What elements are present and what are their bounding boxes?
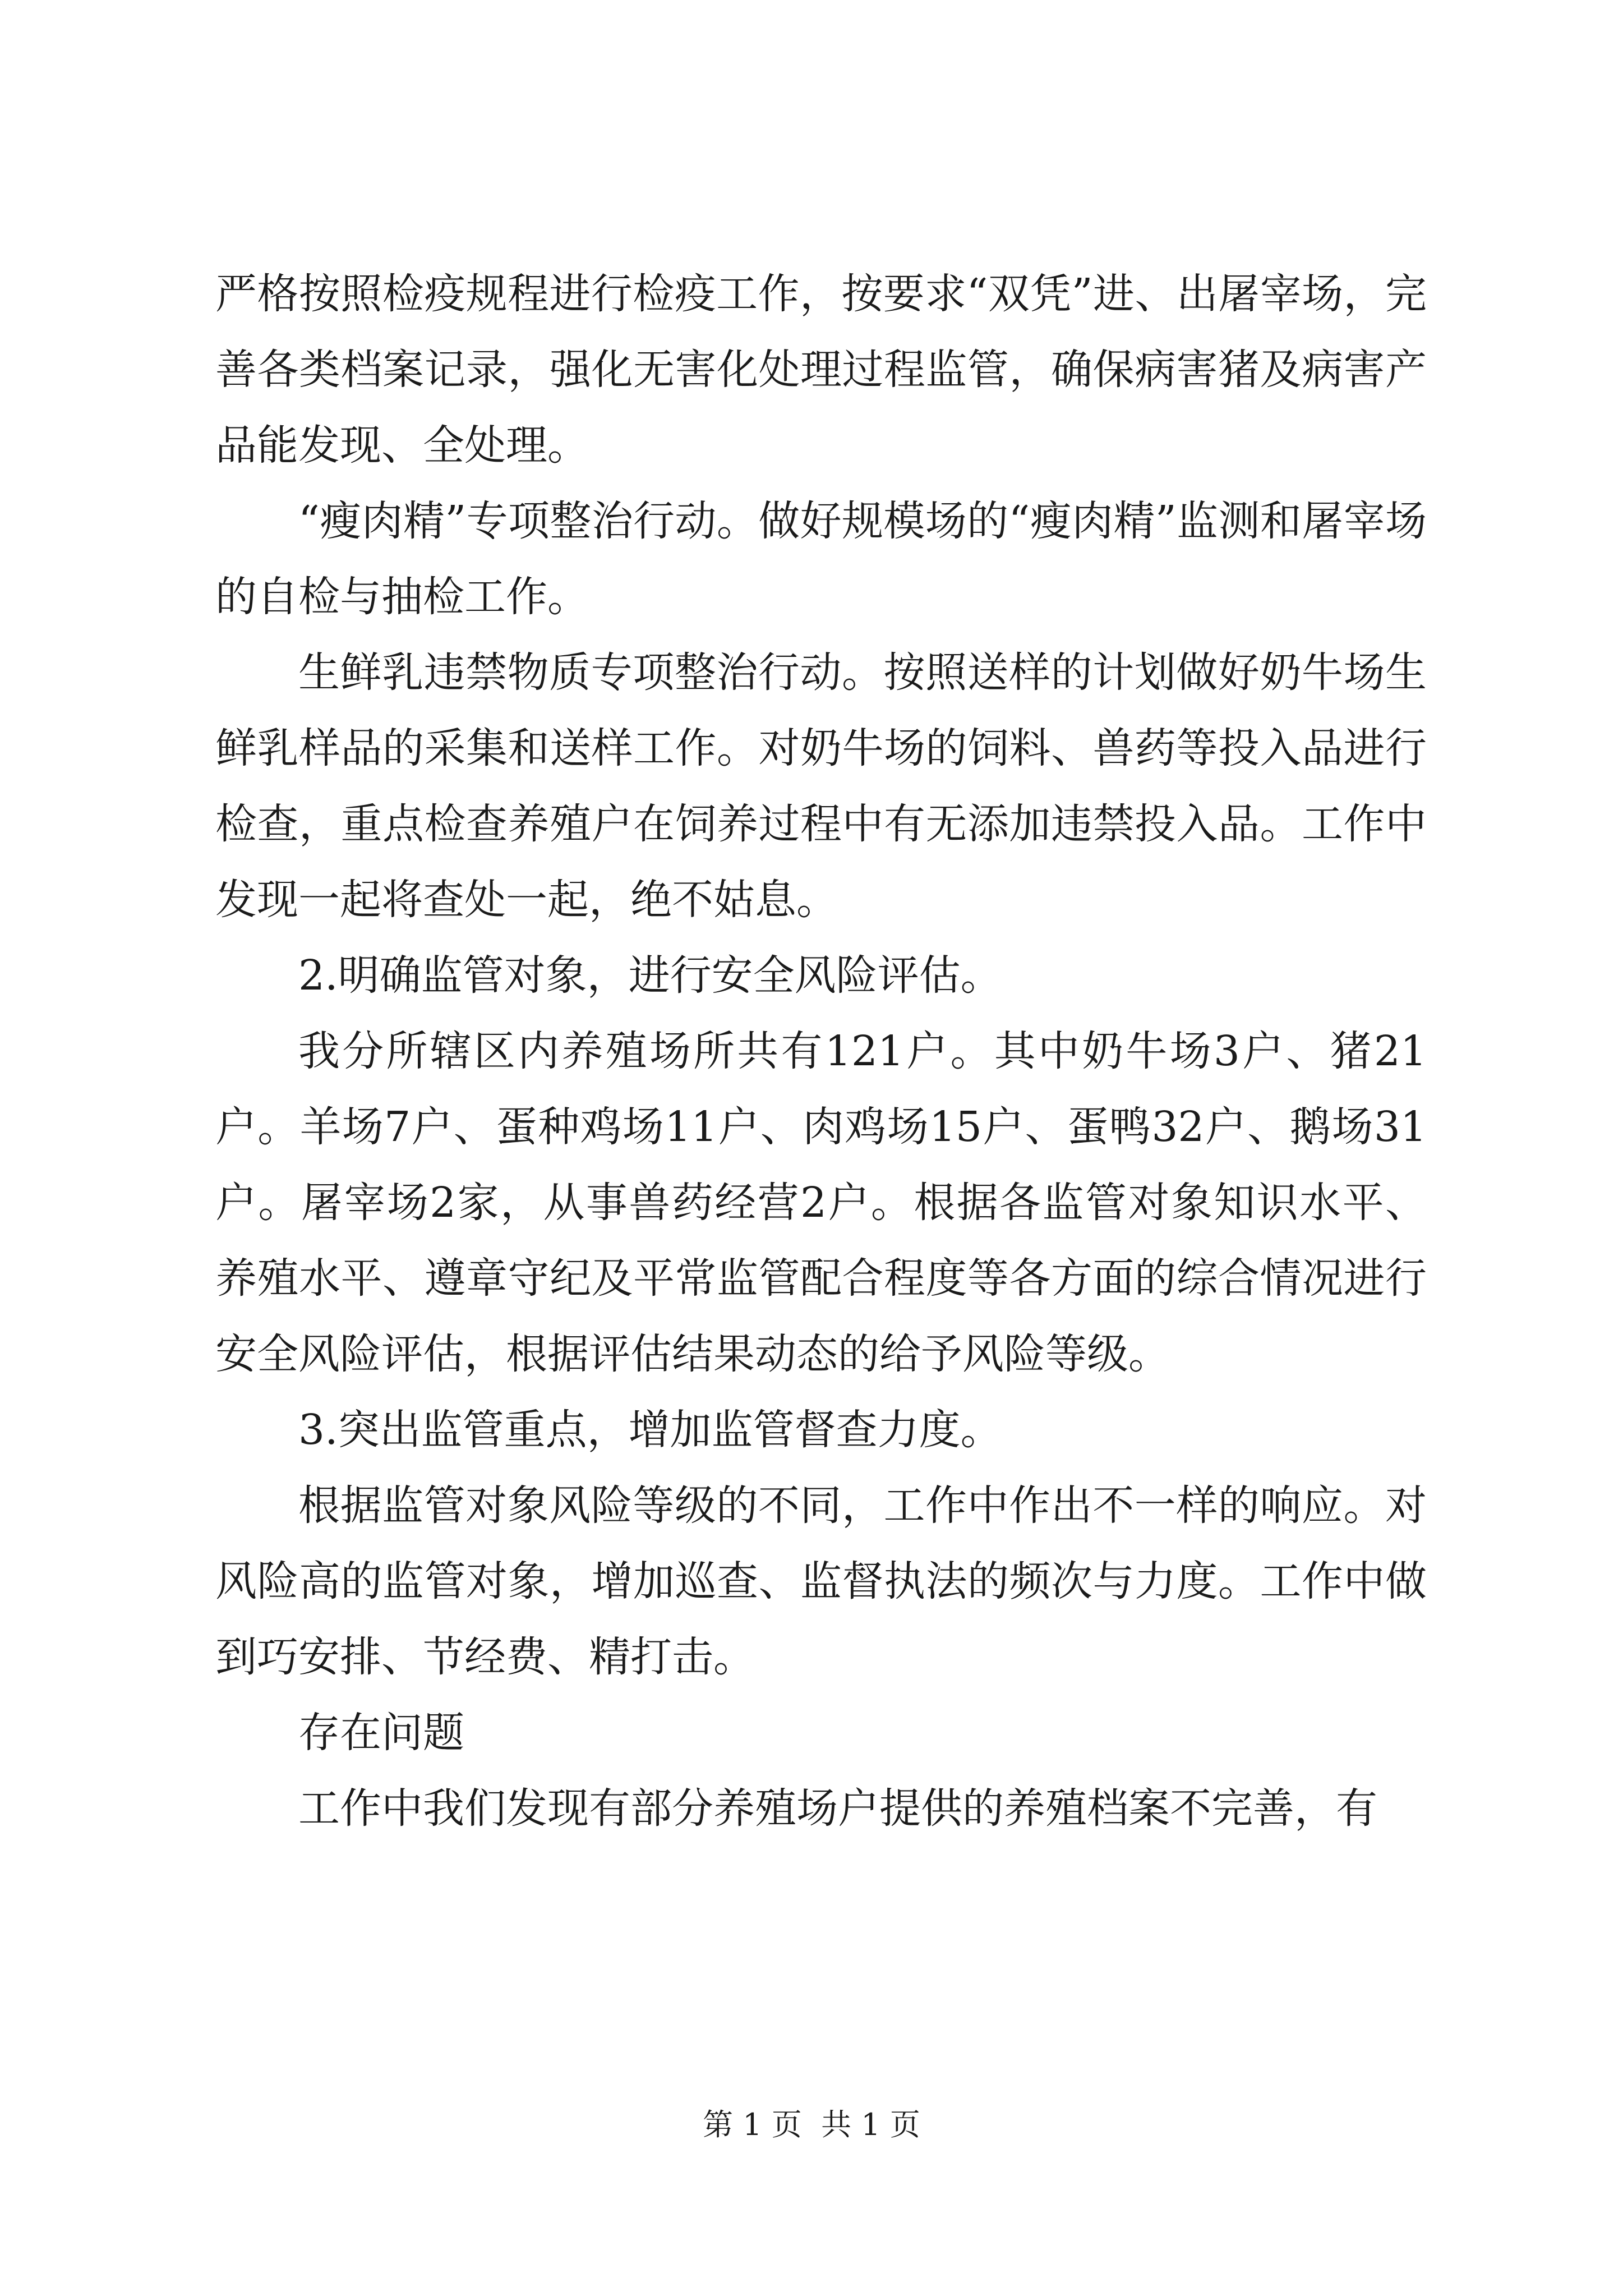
document-body xyxy=(215,256,1427,1847)
paragraph: 生鲜乳违禁物质专项整治行动。按照送样的计划做好奶牛场生鲜乳样品的采集和送样工作。对奶牛场的饲料、兽药等投入品进行检查，重点检查养殖户在饲养过程中有无添加违禁投入品。工作中发现一起将查处一起，绝不姑息。 xyxy=(215,648,1427,924)
section-heading: 2.明确监管对象，进行安全风险评估。 xyxy=(298,951,1002,1000)
page-number-footer: 第 1 页 共 1 页 xyxy=(703,2107,920,2142)
paragraph: 严格按照检疫规程进行检疫工作，按要求“双凭”进、出屠宰场，完善各类档案记录，强化无害化处理过程监管，确保病害猪及病害产品能发现、全处理。 xyxy=(215,270,1427,470)
paragraph: 根据监管对象风险等级的不同，工作中作出不一样的响应。对风险高的监管对象，增加巡查、监督执法的频次与力度。工作中做到巧安排、节经费、精打击。 xyxy=(215,1481,1427,1681)
paragraph: 我分所辖区内养殖场所共有121户。其中奶牛场3户、猪21户。羊场7户、蛋种鸡场11户、肉鸡场15户、蛋鸭32户、鹅场31户。屠宰场2家，从事兽药经营2户。根据各监管对象知识水平、养殖水平、遵章守纪及平常监管配合程度等各方面的综合情况进行安全风险评估，根据评估结果动态的给予风险等级。 xyxy=(215,1027,1427,1378)
paragraph: 工作中我们发现有部分养殖场户提供的养殖档案不完善，有 xyxy=(298,1784,1377,1833)
section-heading: 存在问题 xyxy=(298,1709,464,1757)
section-heading: 3.突出监管重点，增加监管督查力度。 xyxy=(298,1406,1002,1454)
paragraph: “瘦肉精”专项整治行动。做好规模场的“瘦肉精”监测和屠宰场的自检与抽检工作。 xyxy=(215,497,1427,621)
